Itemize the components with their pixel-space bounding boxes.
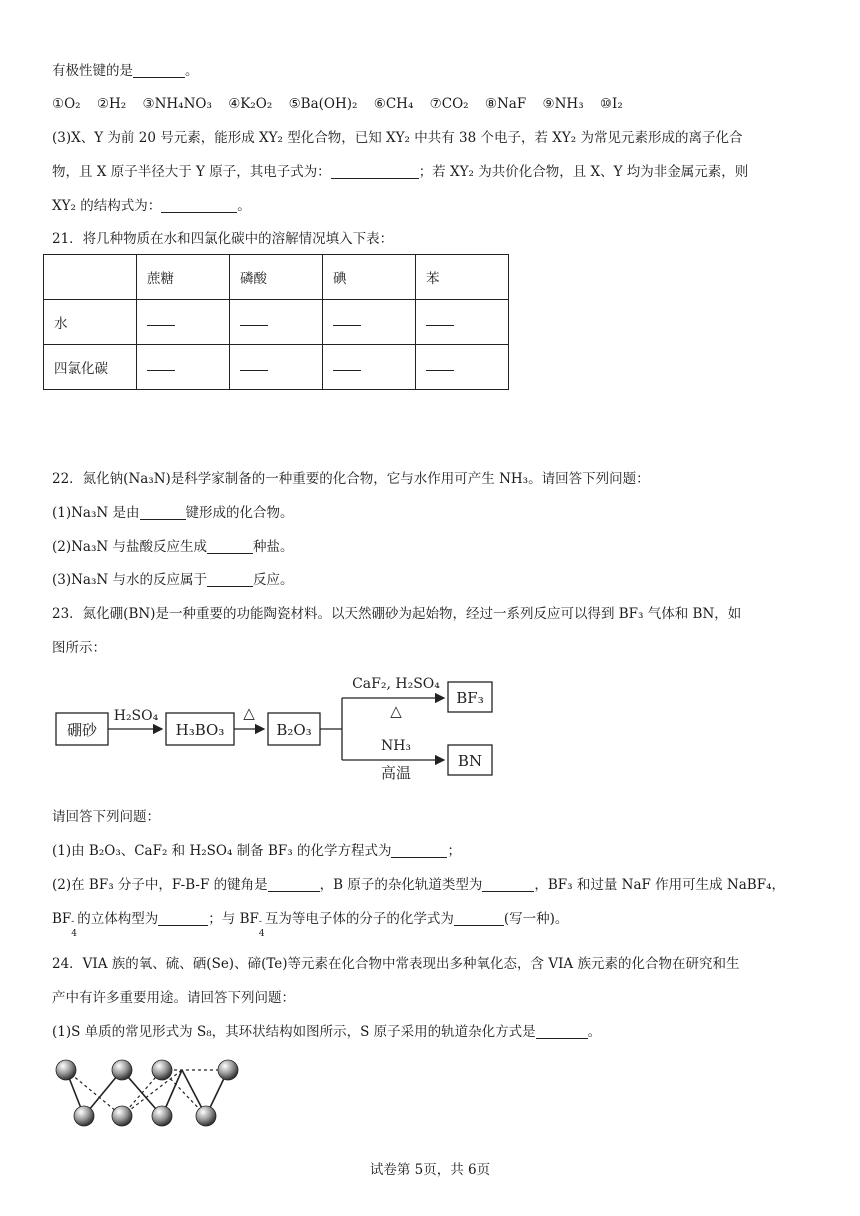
- box-borax-label: 硼砂: [66, 721, 98, 739]
- reagent-h2so4: H₂SO₄: [113, 708, 159, 724]
- table-row: [44, 255, 509, 300]
- answer-cell[interactable]: [416, 300, 509, 345]
- table-row: [44, 345, 509, 390]
- reagent-nh3: NH₃: [380, 738, 412, 754]
- solubility-table: [43, 254, 509, 390]
- answer-blank[interactable]: [133, 63, 185, 78]
- q24-stem-line1: 24．VIA 族的氧、硫、硒(Se)、碲(Te)等元素在化合物中常表现出多种氧化态，含 VIA 族元素的化合物在研究和生: [52, 956, 740, 972]
- box-bf3-label: BF₃: [456, 689, 484, 707]
- answer-blank[interactable]: [331, 164, 419, 179]
- heat-symbol: △: [390, 702, 402, 720]
- row-label: 水: [44, 300, 137, 345]
- reagent-caf2-h2so4: CaF₂, H₂SO₄: [352, 676, 440, 692]
- table-header: 苯: [416, 255, 509, 300]
- page-footer: 试卷第 5页，共 6页: [369, 1162, 491, 1178]
- condition-high-temp: 高温: [380, 764, 412, 782]
- q23-stem-line1: 23．氮化硼(BN)是一种重要的功能陶瓷材料。以天然硼砂为起始物，经过一系列反应可以得到 BF₃ 气体和 BN，如: [52, 606, 742, 622]
- q20-part3-line2: 物，且 X 原子半径大于 Y 原子，其电子式为： ；若 XY₂ 为共价化合物，且 X、Y 均为非金属元素，则: [52, 164, 749, 180]
- sulfur-atom: [196, 1106, 216, 1126]
- sulfur-atom: [152, 1060, 172, 1080]
- answer-blank[interactable]: [140, 505, 186, 520]
- q22-part2: (2)Na₃N 与盐酸反应生成 种盐。: [52, 539, 294, 555]
- box-b2o3-label: B₂O₃: [276, 721, 312, 739]
- table-header: 蔗糖: [137, 255, 230, 300]
- answer-blank[interactable]: [207, 572, 253, 587]
- answer-cell[interactable]: [230, 345, 323, 390]
- sulfur-atom: [152, 1106, 172, 1126]
- table-cell: [44, 255, 137, 300]
- sulfur-atom: [112, 1060, 132, 1080]
- sulfur-atom: [74, 1106, 94, 1126]
- answer-cell[interactable]: [230, 300, 323, 345]
- q20-options: ①O₂ ②H₂ ③NH₄NO₃ ④K₂O₂ ⑤Ba(OH)₂ ⑥CH₄ ⑦CO₂ ⑧NaF ⑨NH₃ ⑩I₂: [52, 96, 623, 112]
- sulfur-atom: [56, 1060, 76, 1080]
- q20-part3-line1: (3)X、Y 为前 20 号元素，能形成 XY₂ 型化合物，已知 XY₂ 中共有 38 个电子，若 XY₂ 为常见元素形成的离子化合: [52, 130, 743, 146]
- answer-blank[interactable]: [536, 1024, 588, 1039]
- answer-blank[interactable]: [391, 843, 447, 858]
- answer-cell[interactable]: [323, 345, 416, 390]
- answer-blank[interactable]: [207, 539, 253, 554]
- heat-symbol: △: [243, 704, 255, 722]
- answer-cell[interactable]: [323, 300, 416, 345]
- answer-cell[interactable]: [416, 345, 509, 390]
- q23-ask: 请回答下列问题：: [52, 809, 160, 825]
- q23-part2-cont: BF - 4 的立体构型为 ；与 BF - 4 互为等电子体的分子的化学式为 (写一种)。: [52, 911, 569, 939]
- sulfur-atom: [112, 1106, 132, 1126]
- q23-part2: (2)在 BF₃ 分子中，F-B-F 的键角是 ，B 原子的杂化轨道类型为 ，BF₃ 和过量 NaF 作用可生成 NaBF₄，: [52, 877, 785, 893]
- s8-ring-illustration: [52, 1052, 242, 1132]
- table-header: 磷酸: [230, 255, 323, 300]
- answer-cell[interactable]: [137, 300, 230, 345]
- box-bn-label: BN: [457, 752, 483, 770]
- answer-blank[interactable]: [158, 911, 208, 926]
- table-row: [44, 300, 509, 345]
- answer-blank[interactable]: [482, 877, 534, 892]
- reaction-flow-diagram: [50, 668, 500, 788]
- answer-blank[interactable]: [454, 911, 504, 926]
- box-h3bo3-label: H₃BO₃: [175, 721, 225, 739]
- q20-line1: 有极性键的是 。: [52, 63, 199, 79]
- q22-part3: (3)Na₃N 与水的反应属于 反应。: [52, 572, 294, 588]
- answer-blank[interactable]: [161, 198, 237, 213]
- table-header: 碘: [323, 255, 416, 300]
- q23-part1: (1)由 B₂O₃、CaF₂ 和 H₂SO₄ 制备 BF₃ 的化学方程式为 ；: [52, 843, 461, 859]
- q24-part1: (1)S 单质的常见形式为 S₈，其环状结构如图所示，S 原子采用的轨道杂化方式是 。: [52, 1024, 602, 1040]
- q20-part3-line3: XY₂ 的结构式为： 。: [52, 198, 251, 214]
- answer-blank[interactable]: [268, 877, 320, 892]
- q22-stem: 22．氮化钠(Na₃N)是科学家制备的一种重要的化合物，它与水作用可产生 NH₃。请回答下列问题：: [52, 471, 650, 487]
- sulfur-atom: [218, 1060, 238, 1080]
- q22-part1: (1)Na₃N 是由 键形成的化合物。: [52, 505, 294, 521]
- row-label: 四氯化碳: [44, 345, 137, 390]
- q21-stem: 21．将几种物质在水和四氯化碳中的溶解情况填入下表：: [52, 231, 394, 247]
- q23-stem-line2: 图所示：: [52, 640, 106, 656]
- q24-stem-line2: 产中有许多重要用途。请回答下列问题：: [52, 990, 295, 1006]
- answer-cell[interactable]: [137, 345, 230, 390]
